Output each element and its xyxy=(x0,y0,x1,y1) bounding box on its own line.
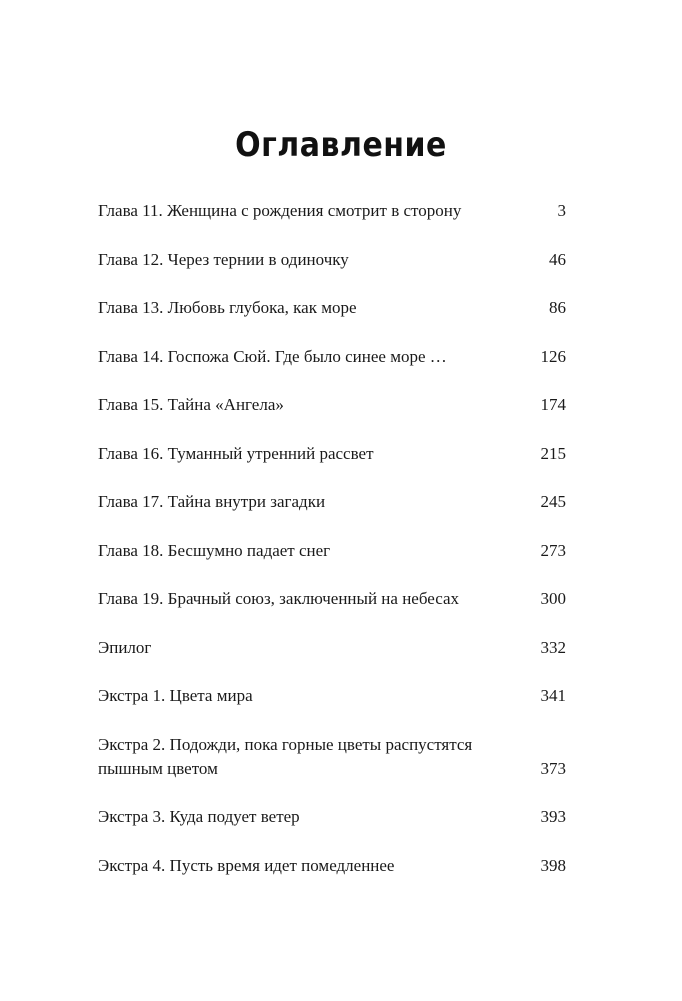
toc-entry-page: 300 xyxy=(540,589,566,608)
toc-entry-title: Глава 14. Госпожа Сюй. Где было синее море … xyxy=(98,346,447,366)
toc-entry-page: 332 xyxy=(540,637,566,657)
toc-entry-page: 86 xyxy=(549,298,566,317)
toc-entry-title: Экстра 2. Подожди, пока горные цветы распустятся пышным цветом xyxy=(98,734,473,778)
toc-entry xyxy=(98,393,566,417)
toc-entry-title: Глава 12. Через тернии в одиночку xyxy=(98,249,349,269)
toc-entry xyxy=(98,587,566,611)
toc-entry-page: 174 xyxy=(540,395,566,414)
toc-entry-title: Эпилог xyxy=(98,637,152,657)
toc-entry-page: 126 xyxy=(540,346,566,366)
toc-entry xyxy=(98,636,566,660)
toc-entry-title: Глава 16. Туманный утренний рассвет xyxy=(98,443,374,463)
toc-entry-title: Глава 13. Любовь глубока, как море xyxy=(98,298,357,317)
toc-entry-page: 373 xyxy=(540,758,566,778)
toc-entry xyxy=(98,684,566,708)
toc-entry xyxy=(98,442,566,466)
toc-entry-page: 341 xyxy=(540,686,566,705)
toc-entry-page: 398 xyxy=(540,855,566,875)
toc-entry-page: 273 xyxy=(540,540,566,560)
toc-entry xyxy=(98,854,566,878)
toc-entry-title: Экстра 1. Цвета мира xyxy=(98,686,253,705)
toc-entry xyxy=(98,805,566,829)
toc-entry xyxy=(98,296,566,320)
toc-entry-page: 245 xyxy=(540,492,566,511)
toc-entry-page: 215 xyxy=(540,443,566,463)
toc-entry-title: Экстра 3. Куда подует ветер xyxy=(98,807,300,826)
table-of-contents xyxy=(98,199,566,902)
toc-entry-page: 393 xyxy=(540,807,566,826)
toc-entry xyxy=(98,539,566,563)
toc-entry-title: Глава 17. Тайна внутри загадки xyxy=(98,492,326,511)
toc-entry xyxy=(98,345,566,369)
toc-entry xyxy=(98,199,566,223)
toc-entry xyxy=(98,733,566,781)
toc-entry-page: 3 xyxy=(557,201,566,220)
page-title: Оглавление xyxy=(235,125,447,166)
toc-entry xyxy=(98,490,566,514)
toc-entry-title: Глава 15. Тайна «Ангела» xyxy=(98,395,284,414)
toc-entry-title: Экстра 4. Пусть время идет помедленнее xyxy=(98,855,395,875)
toc-entry-page: 46 xyxy=(549,249,566,269)
toc-entry-title: Глава 11. Женщина с рождения смотрит в сторону xyxy=(98,201,462,220)
toc-entry-title: Глава 19. Брачный союз, заключенный на небесах xyxy=(98,589,460,608)
toc-entry xyxy=(98,248,566,272)
toc-entry-title: Глава 18. Бесшумно падает снег xyxy=(98,540,331,560)
